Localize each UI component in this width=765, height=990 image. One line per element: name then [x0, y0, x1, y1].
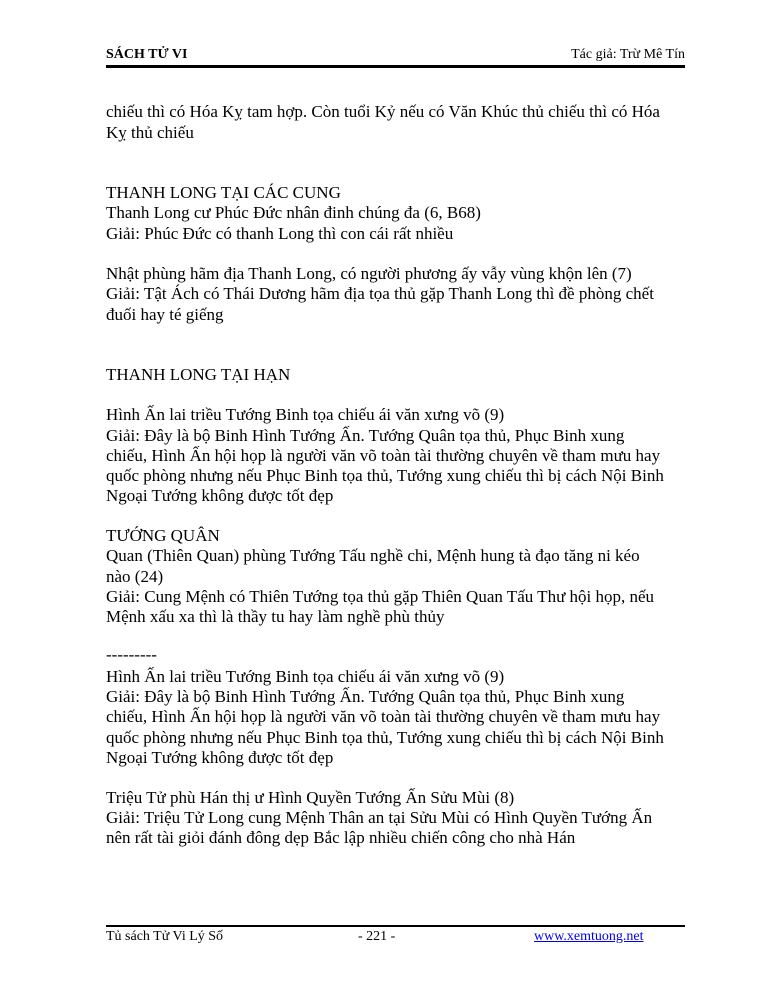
text-line: Giải: Tật Ách có Thái Dương hãm địa tọa thủ gặp Thanh Long thì đề phòng chết	[106, 284, 654, 303]
section-heading: TƯỚNG QUÂN	[106, 526, 220, 545]
text-line: Ngoại Tướng không được tốt đẹp	[106, 486, 334, 505]
text-line: Thanh Long cư Phúc Đức nhân đinh chúng đa (6, B68)	[106, 203, 481, 222]
text-line: chiếu, Hình Ấn hội họp là người văn võ toàn tài thường chuyên về tham mưu hay	[106, 707, 661, 726]
text-line: Nhật phùng hãm địa Thanh Long, có người phương ấy vẫy vùng khộn lên (7)	[106, 264, 632, 283]
text-line: Giải: Đây là bộ Binh Hình Tướng Ấn. Tướng Quân tọa thủ, Phục Binh xung	[106, 687, 625, 706]
page-number: - 221 -	[358, 929, 396, 944]
page-header	[106, 47, 685, 65]
section-heading: THANH LONG TẠI HẠN	[106, 365, 291, 384]
text-line: Giải: Triệu Tử Long cung Mệnh Thân an tại Sửu Mùi có Hình Quyền Tướng Ấn	[106, 808, 653, 827]
text-line: Giải: Đây là bộ Binh Hình Tướng Ấn. Tướng Quân tọa thủ, Phục Binh xung	[106, 426, 625, 445]
footer-divider	[106, 925, 685, 927]
text-line: Kỵ thủ chiếu	[106, 123, 194, 142]
section-heading: THANH LONG TẠI CÁC CUNG	[106, 183, 341, 202]
website-link[interactable]: www.xemtuong.net	[534, 929, 644, 944]
text-line: nào (24)	[106, 567, 164, 586]
text-line: quốc phòng nhưng nếu Phục Binh tọa thủ, Tướng xung chiếu thì bị cách Nội Binh	[106, 728, 664, 747]
text-line: nên rất tài giỏi đánh đông dẹp Bắc lập nhiều chiến công cho nhà Hán	[106, 828, 576, 847]
text-line: Quan (Thiên Quan) phùng Tướng Tấu nghề chi, Mệnh hung tà đạo tăng ni kéo	[106, 546, 640, 565]
author-label: Tác giả: Trừ Mê Tín	[571, 47, 685, 62]
text-line: Ngoại Tướng không được tốt đẹp	[106, 748, 334, 767]
text-line: Triệu Tử phù Hán thị ư Hình Quyền Tướng Ấn Sửu Mùi (8)	[106, 788, 515, 807]
text-line: chiếu thì có Hóa Kỵ tam hợp. Còn tuổi Kỷ nếu có Văn Khúc thủ chiếu thì có Hóa	[106, 102, 660, 121]
text-line: quốc phòng nhưng nếu Phục Binh tọa thủ, Tướng xung chiếu thì bị cách Nội Binh	[106, 466, 664, 485]
separator-dashes: ---------	[106, 645, 157, 664]
text-line: đuối hay té giếng	[106, 305, 224, 324]
header-divider	[106, 65, 685, 68]
text-line: Giải: Cung Mệnh có Thiên Tướng tọa thủ gặp Thiên Quan Tấu Thư hội họp, nếu	[106, 587, 655, 606]
text-line: Hình Ấn lai triều Tướng Binh tọa chiếu ái văn xưng võ (9)	[106, 667, 505, 686]
text-line: chiếu, Hình Ấn hội họp là người văn võ toàn tài thường chuyên về tham mưu hay	[106, 446, 661, 465]
text-line: Hình Ấn lai triều Tướng Binh tọa chiếu ái văn xưng võ (9)	[106, 405, 505, 424]
book-title: SÁCH TỬ VI	[106, 47, 188, 62]
text-line: Giải: Phúc Đức có thanh Long thì con cái rất nhiều	[106, 224, 454, 243]
footer-series: Tủ sách Tử Vi Lý Số	[106, 929, 224, 944]
text-line: Mệnh xấu xa thì là thầy tu hay làm nghề phù thủy	[106, 607, 445, 626]
